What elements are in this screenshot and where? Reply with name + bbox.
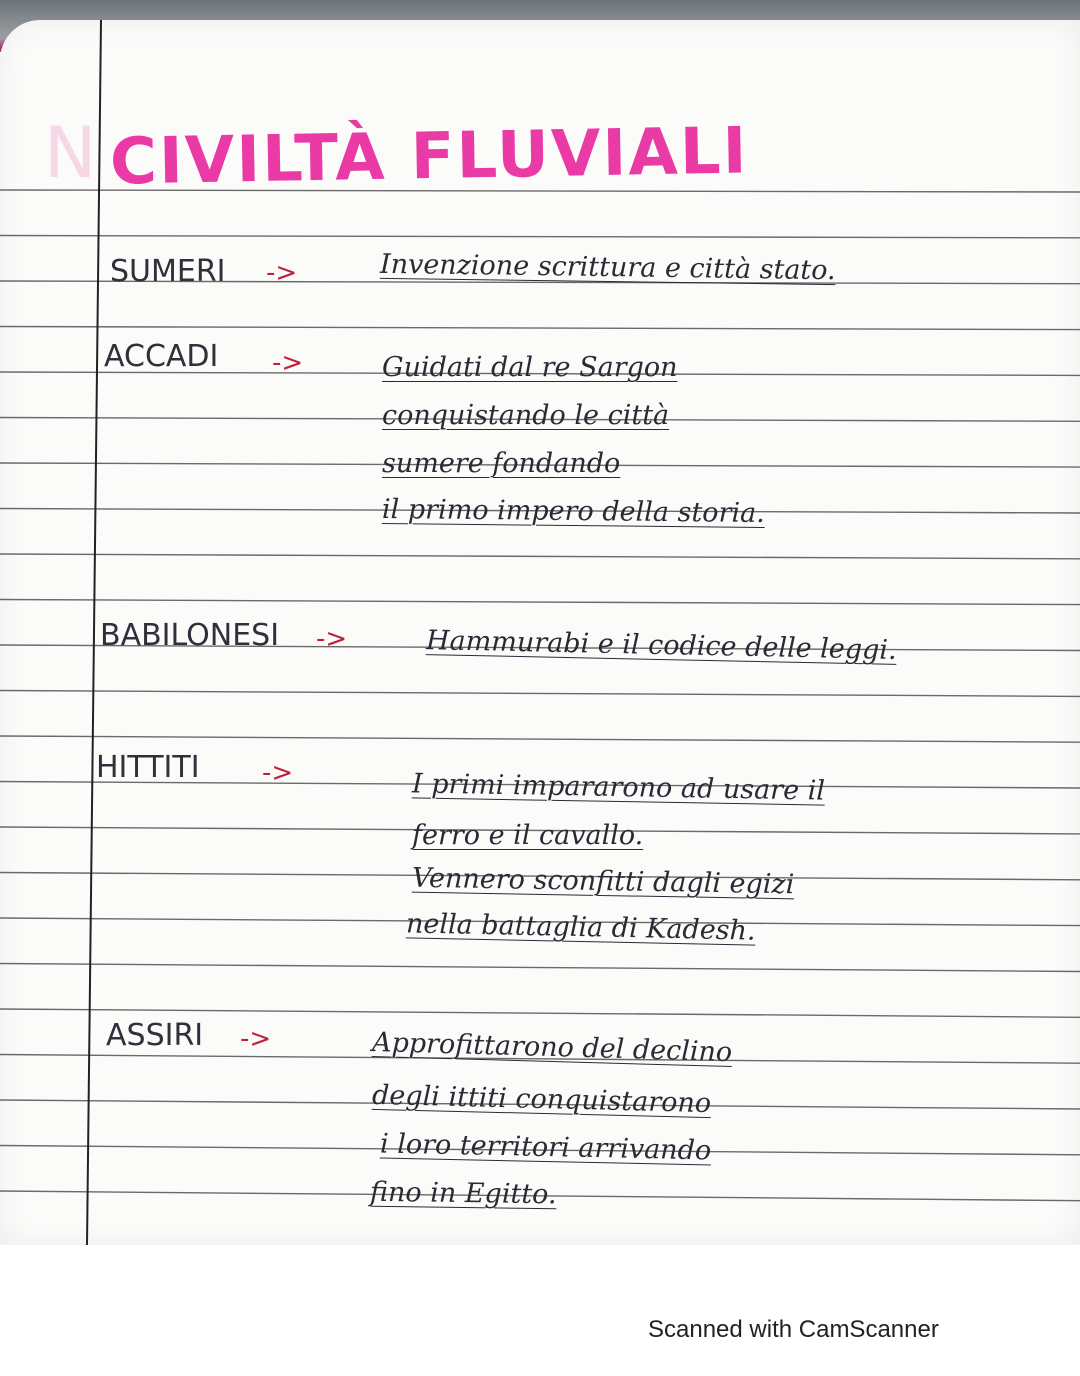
arrow-babilonesi: -> xyxy=(316,624,348,654)
desc-babilonesi-line-1: Hammurabi e il codice delle leggi. xyxy=(425,625,897,666)
desc-accadi-line-4: il primo impero della storia. xyxy=(381,493,765,530)
rule-line xyxy=(0,736,1080,742)
rule-line xyxy=(0,1009,1080,1017)
desc-hittiti-line-1: I primi impararono ad usare il xyxy=(411,768,826,807)
term-accadi: ACCADI xyxy=(104,339,219,374)
arrow-assiri: -> xyxy=(240,1024,272,1054)
rule-line xyxy=(0,691,1080,697)
term-assiri: ASSIRI xyxy=(106,1018,204,1053)
arrow-hittiti: -> xyxy=(262,758,294,788)
page-title: CIVILTÀ FLUVIALI xyxy=(109,114,750,200)
scanner-watermark: Scanned with CamScanner xyxy=(648,1316,939,1343)
desc-sumeri-line-1: Invenzione scrittura e città stato. xyxy=(379,248,836,287)
desc-accadi-line-3: sumere fondando xyxy=(382,448,621,479)
desc-hittiti-line-4: nella battaglia di Kadesh. xyxy=(405,908,756,947)
rule-line xyxy=(0,554,1080,559)
desc-hittiti-line-2: ferro e il cavallo. xyxy=(412,820,644,851)
margin-line xyxy=(87,20,101,1245)
rule-line xyxy=(0,236,1080,238)
rule-line xyxy=(0,327,1080,330)
rule-line xyxy=(0,600,1080,605)
term-sumeri: SUMERI xyxy=(110,254,226,289)
term-babilonesi: BABILONESI xyxy=(100,618,280,653)
desc-hittiti-line-3: Vennero sconfitti dagli egizi xyxy=(411,862,795,901)
term-hittiti: HITTITI xyxy=(96,750,200,785)
rule-line xyxy=(0,964,1080,972)
desc-assiri-line-3: i loro territori arrivando xyxy=(379,1128,712,1167)
title-ghost: N xyxy=(44,112,97,194)
desc-assiri-line-1: Approfittarono del declino xyxy=(371,1026,733,1069)
desc-accadi-line-2: conquistando le città xyxy=(382,400,670,431)
desc-accadi-line-1: Guidati dal re Sargon xyxy=(382,352,678,383)
desc-assiri-line-2: degli ittiti conquistarono xyxy=(371,1079,712,1120)
desc-assiri-line-4: fino in Egitto. xyxy=(369,1176,557,1211)
arrow-accadi: -> xyxy=(272,348,304,378)
arrow-sumeri: -> xyxy=(266,258,298,288)
